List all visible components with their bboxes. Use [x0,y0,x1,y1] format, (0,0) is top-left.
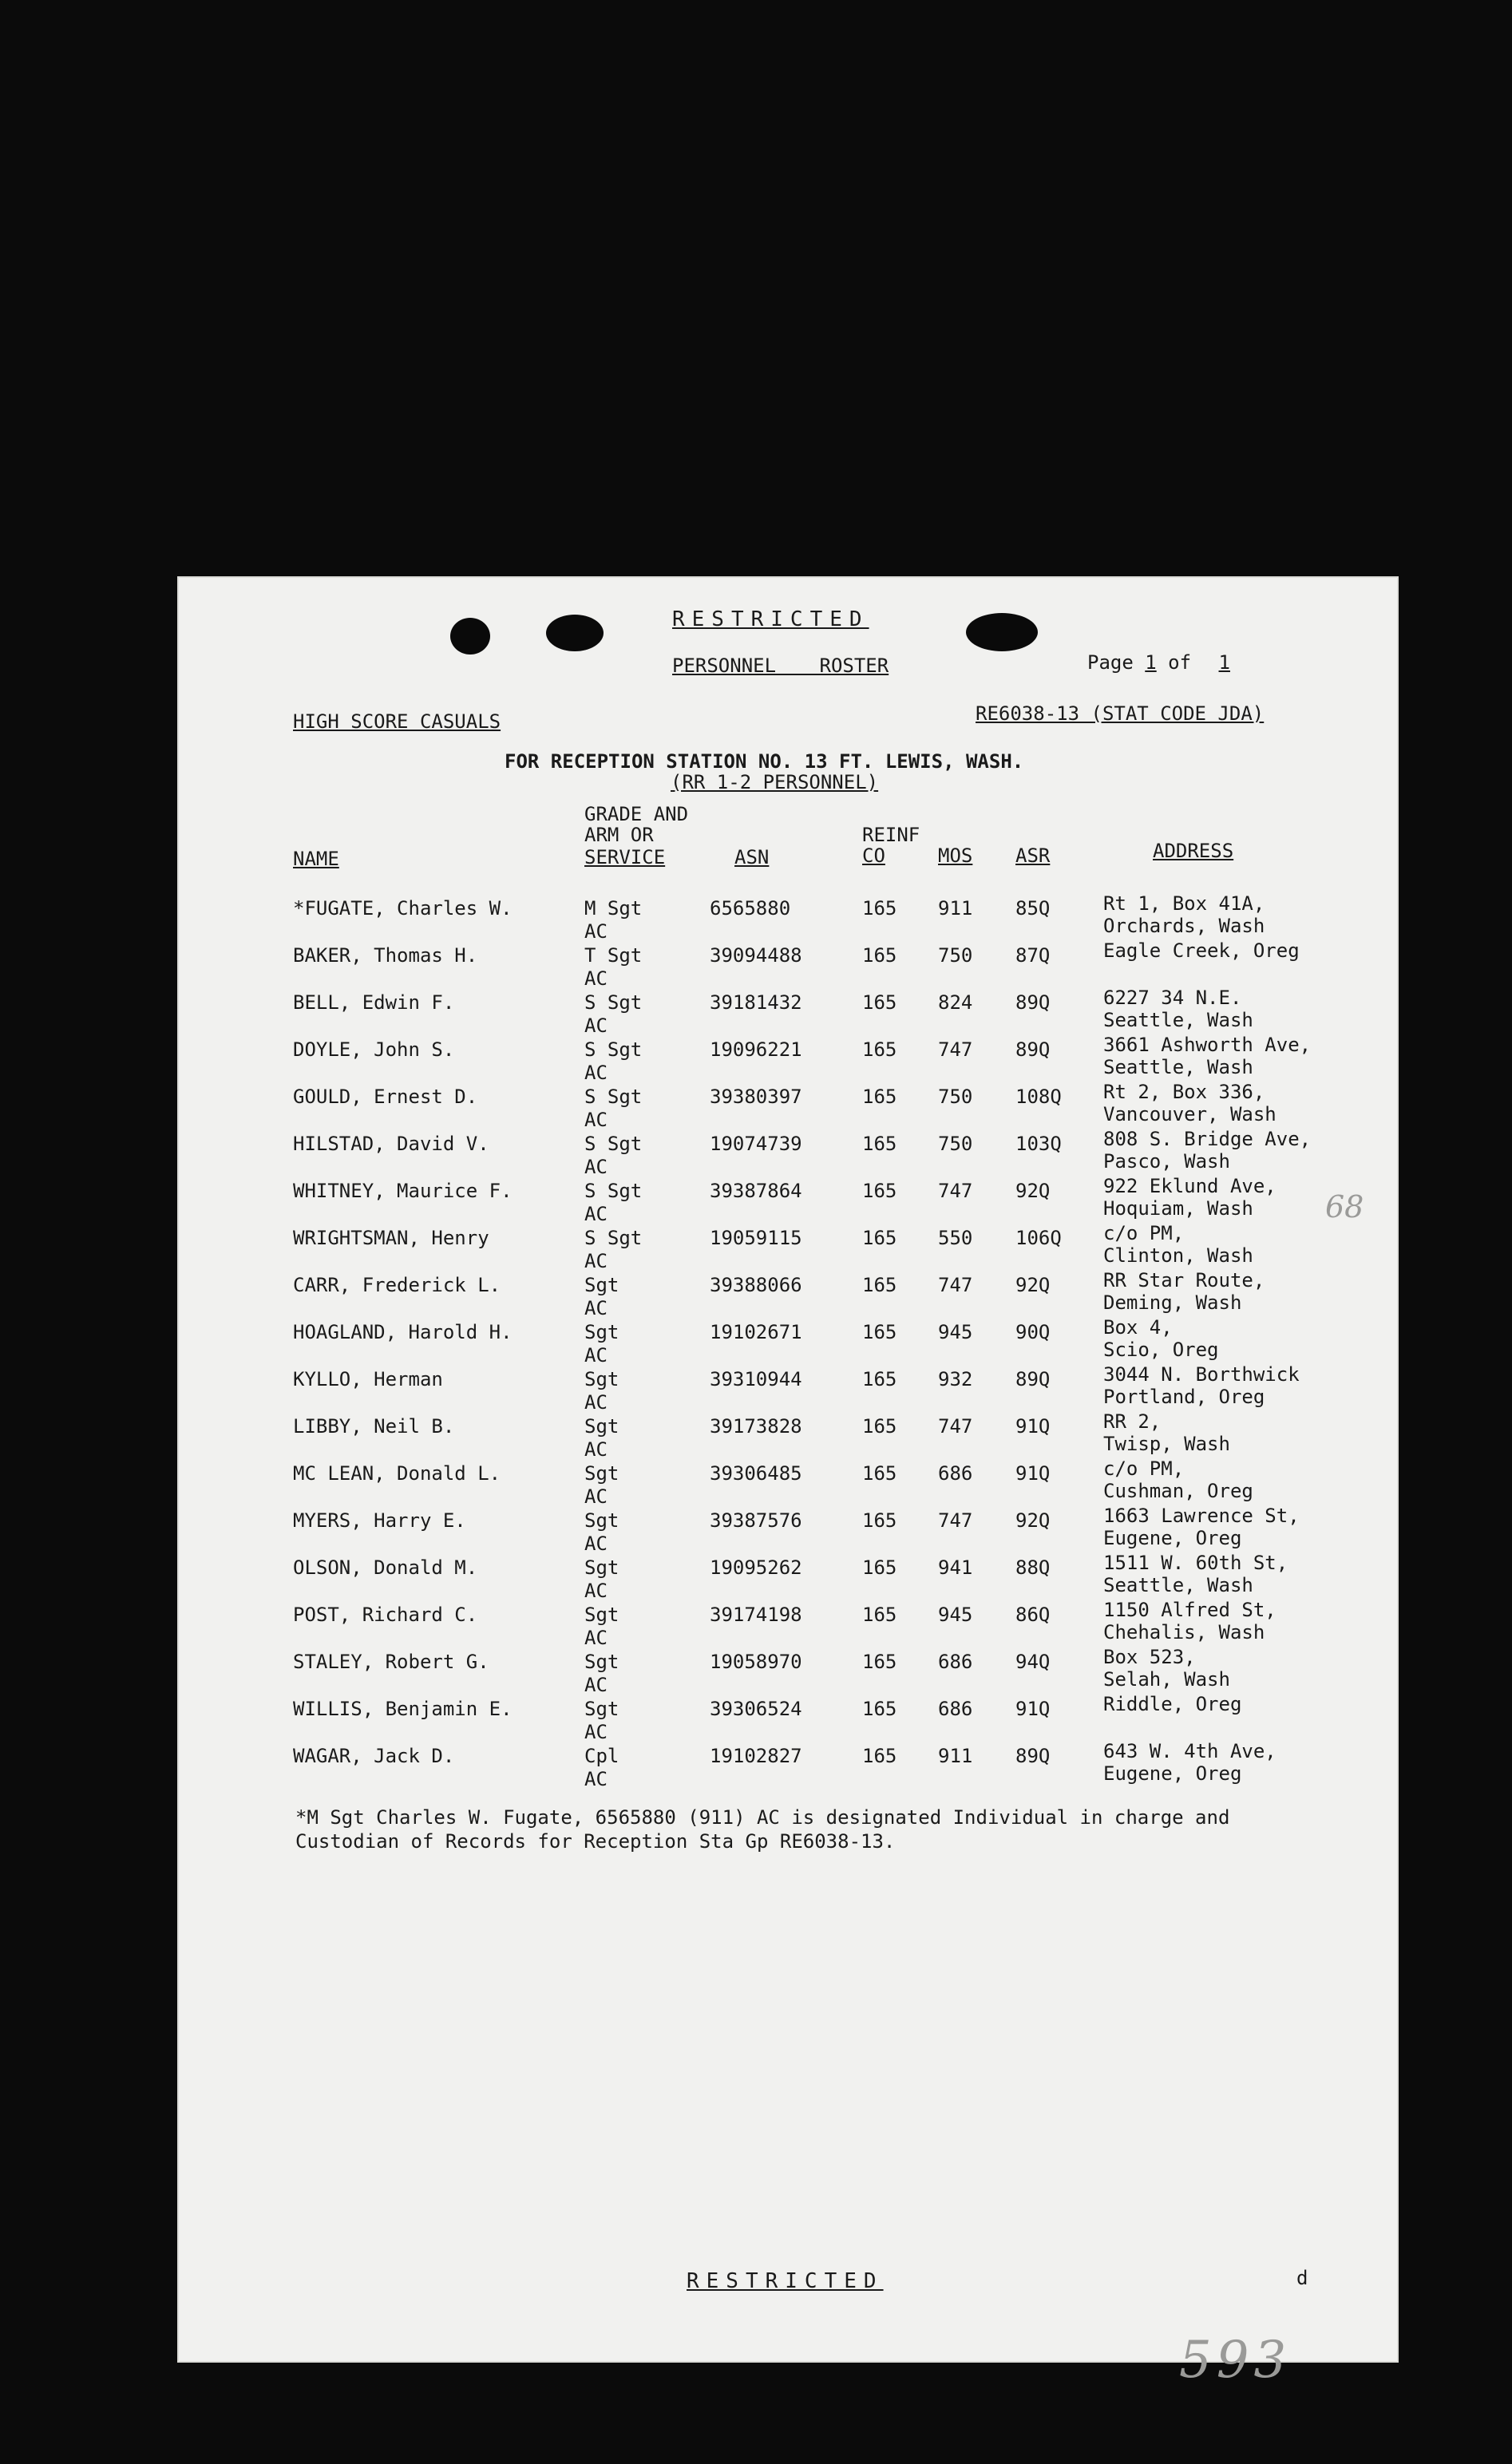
row-address-line-1: 6227 34 N.E. [1103,987,1242,1009]
row-arm-service: AC [584,1109,608,1131]
row-address-line-1: 3044 N. Borthwick [1103,1363,1300,1386]
page-number: 1 [1145,651,1157,674]
row-address-line-2: Twisp, Wash [1103,1433,1230,1455]
row-address-line-2: Scio, Oreg [1103,1339,1219,1361]
row-reinf-co: 165 [862,1556,897,1579]
table-row [177,1081,1399,1133]
row-asn: 6565880 [710,897,791,920]
row-name: DOYLE, John S. [293,1038,455,1061]
row-mos: 911 [938,1745,973,1767]
row-address-line-1: 922 Eklund Ave, [1103,1175,1276,1197]
row-arm-service: AC [584,1674,608,1696]
column-header-reinf-2: CO [862,844,885,867]
row-address-line-1: Box 523, [1103,1646,1196,1668]
row-asn: 19058970 [710,1651,802,1673]
row-asn: 39306524 [710,1698,802,1720]
row-asn: 19059115 [710,1227,802,1249]
row-address-line-1: 643 W. 4th Ave, [1103,1740,1276,1762]
row-asr: 89Q [1015,1038,1051,1061]
row-arm-service: AC [584,1156,608,1178]
row-name: LIBBY, Neil B. [293,1415,455,1438]
row-asn: 39181432 [710,991,802,1014]
order-reference: RE6038-13 (STAT CODE JDA) [976,702,1265,725]
row-address-line-2: Portland, Oreg [1103,1386,1265,1408]
row-asn: 39387864 [710,1180,802,1202]
row-address-line-2: Orchards, Wash [1103,915,1265,937]
row-address-line-2: Vancouver, Wash [1103,1103,1276,1125]
row-mos: 686 [938,1651,973,1673]
row-address-line-2: Cushman, Oreg [1103,1480,1253,1502]
row-address-line-1: RR Star Route, [1103,1269,1265,1291]
row-mos: 686 [938,1698,973,1720]
table-row [177,1175,1399,1227]
row-grade: Sgt [584,1698,619,1720]
row-grade: Cpl [584,1745,619,1767]
column-header-grade-2: ARM OR [584,824,654,846]
row-mos: 941 [938,1556,973,1579]
row-mos: 686 [938,1462,973,1485]
personnel-note: (RR 1-2 PERSONNEL) [671,771,879,793]
row-arm-service: AC [584,1627,608,1649]
row-grade: Sgt [584,1462,619,1485]
row-address-line-1: Eagle Creek, Oreg [1103,939,1300,962]
stamp-number: 593 [1179,2331,1292,2390]
row-grade: Sgt [584,1415,619,1438]
row-arm-service: AC [584,1250,608,1272]
row-asr: 88Q [1015,1556,1051,1579]
row-mos: 747 [938,1415,973,1438]
row-arm-service: AC [584,920,608,943]
row-reinf-co: 165 [862,991,897,1014]
row-name: MC LEAN, Donald L. [293,1462,501,1485]
row-asn: 39173828 [710,1415,802,1438]
table-row [177,1740,1399,1792]
row-asr: 89Q [1015,991,1051,1014]
row-mos: 945 [938,1604,973,1626]
row-name: MYERS, Harry E. [293,1509,466,1532]
row-reinf-co: 165 [862,1745,897,1767]
page-total: 1 [1218,651,1230,674]
row-asr: 85Q [1015,897,1051,920]
row-grade: Sgt [584,1509,619,1532]
row-reinf-co: 165 [862,1462,897,1485]
row-address-line-1: c/o PM, [1103,1457,1185,1480]
row-address-line-1: Rt 2, Box 336, [1103,1081,1265,1103]
row-name: POST, Richard C. [293,1604,478,1626]
table-row [177,1505,1399,1556]
row-grade: S Sgt [584,1133,643,1155]
row-asn: 19074739 [710,1133,802,1155]
page-of: of [1168,651,1192,674]
row-asn: 19095262 [710,1556,802,1579]
row-mos: 945 [938,1321,973,1343]
table-row [177,1363,1399,1415]
row-name: OLSON, Donald M. [293,1556,478,1579]
row-mos: 932 [938,1368,973,1390]
column-header-name: NAME [293,848,339,870]
row-mos: 747 [938,1180,973,1202]
row-arm-service: AC [584,1297,608,1319]
row-asr: 91Q [1015,1698,1051,1720]
punch-hole-left [450,618,490,655]
row-reinf-co: 165 [862,1604,897,1626]
row-asn: 39094488 [710,944,802,967]
row-reinf-co: 165 [862,1651,897,1673]
row-asr: 90Q [1015,1321,1051,1343]
row-grade: S Sgt [584,991,643,1014]
row-asr: 92Q [1015,1509,1051,1532]
row-asr: 92Q [1015,1274,1051,1296]
row-asn: 39388066 [710,1274,802,1296]
row-address-line-2: Seattle, Wash [1103,1009,1253,1031]
row-arm-service: AC [584,1438,608,1461]
row-arm-service: AC [584,1533,608,1555]
row-address-line-2: Pasco, Wash [1103,1150,1230,1173]
row-grade: S Sgt [584,1086,643,1108]
row-reinf-co: 165 [862,944,897,967]
row-address-line-1: Rt 1, Box 41A, [1103,892,1265,915]
row-asr: 94Q [1015,1651,1051,1673]
row-address-line-2: Seattle, Wash [1103,1056,1253,1078]
row-address-line-1: 3661 Ashworth Ave, [1103,1034,1312,1056]
row-mos: 747 [938,1038,973,1061]
table-row [177,1693,1399,1745]
column-header-reinf-1: REINF [862,824,920,846]
row-reinf-co: 165 [862,1509,897,1532]
row-grade: S Sgt [584,1038,643,1061]
row-name: WRIGHTSMAN, Henry [293,1227,489,1249]
row-grade: M Sgt [584,897,643,920]
row-address-line-1: RR 2, [1103,1410,1162,1433]
row-arm-service: AC [584,1344,608,1366]
row-grade: Sgt [584,1368,619,1390]
table-row [177,1599,1399,1651]
row-arm-service: AC [584,1062,608,1084]
row-arm-service: AC [584,1721,608,1743]
roster-page [177,576,1399,2390]
corner-mark: d [1296,2267,1308,2289]
document-title: PERSONNEL ROSTER [672,655,889,677]
row-name: HOAGLAND, Harold H. [293,1321,513,1343]
group-title: HIGH SCORE CASUALS [293,710,501,733]
column-header-mos: MOS [938,844,973,867]
row-mos: 911 [938,897,973,920]
row-grade: Sgt [584,1274,619,1296]
row-asn: 39174198 [710,1604,802,1626]
row-asn: 39306485 [710,1462,802,1485]
row-asr: 103Q [1015,1133,1062,1155]
footnote-line-2: Custodian of Records for Reception Sta Gp RE6038-13. [295,1830,896,1853]
page-label: Page [1087,651,1134,674]
side-number: 68 [1325,1189,1364,1224]
table-row [177,939,1399,991]
row-mos: 750 [938,1133,973,1155]
footnote-line-1: *M Sgt Charles W. Fugate, 6565880 (911) AC is designated Individual in charge and [295,1806,1230,1829]
row-name: *FUGATE, Charles W. [293,897,513,920]
row-address-line-1: 1663 Lawrence St, [1103,1505,1300,1527]
page-indicator [1087,651,1246,674]
column-header-asr: ASR [1015,844,1051,867]
row-asr: 87Q [1015,944,1051,967]
row-arm-service: AC [584,1485,608,1508]
row-address-line-2: Clinton, Wash [1103,1244,1253,1267]
row-arm-service: AC [584,1768,608,1790]
row-grade: S Sgt [584,1227,643,1249]
row-reinf-co: 165 [862,1415,897,1438]
row-name: BELL, Edwin F. [293,991,455,1014]
row-asn: 39387576 [710,1509,802,1532]
row-arm-service: AC [584,1391,608,1414]
table-row [177,1269,1399,1321]
row-address-line-2: Seattle, Wash [1103,1574,1253,1596]
table-row [177,1457,1399,1509]
row-grade: Sgt [584,1321,619,1343]
row-grade: T Sgt [584,944,643,967]
classification-bottom: RESTRICTED [687,2269,884,2293]
table-row [177,1034,1399,1086]
row-name: WHITNEY, Maurice F. [293,1180,513,1202]
row-reinf-co: 165 [862,1180,897,1202]
row-arm-service: AC [584,1014,608,1037]
row-mos: 750 [938,944,973,967]
column-header-grade-3: SERVICE [584,846,666,868]
table-row [177,892,1399,944]
row-asr: 91Q [1015,1462,1051,1485]
row-address-line-2: Eugene, Oreg [1103,1527,1242,1549]
row-address-line-1: c/o PM, [1103,1222,1185,1244]
row-address-line-1: Riddle, Oreg [1103,1693,1242,1715]
row-reinf-co: 165 [862,1274,897,1296]
row-asn: 39380397 [710,1086,802,1108]
table-row [177,1410,1399,1462]
table-row [177,1222,1399,1274]
column-header-grade-1: GRADE AND [584,803,689,825]
row-address-line-2: Hoquiam, Wash [1103,1197,1253,1220]
table-row [177,1552,1399,1604]
table-row [177,1316,1399,1368]
row-asn: 19102671 [710,1321,802,1343]
table-row [177,1128,1399,1180]
row-asr: 106Q [1015,1227,1062,1249]
row-address-line-1: 808 S. Bridge Ave, [1103,1128,1312,1150]
row-grade: Sgt [584,1604,619,1626]
row-name: GOULD, Ernest D. [293,1086,478,1108]
table-row [177,987,1399,1038]
row-name: CARR, Frederick L. [293,1274,501,1296]
row-reinf-co: 165 [862,1227,897,1249]
row-arm-service: AC [584,967,608,990]
row-name: WILLIS, Benjamin E. [293,1698,513,1720]
row-address-line-1: 1511 W. 60th St, [1103,1552,1288,1574]
row-address-line-2: Selah, Wash [1103,1668,1230,1691]
row-mos: 747 [938,1274,973,1296]
row-asr: 108Q [1015,1086,1062,1108]
row-mos: 750 [938,1086,973,1108]
row-address-line-2: Deming, Wash [1103,1291,1242,1314]
row-reinf-co: 165 [862,1368,897,1390]
row-address-line-2: Eugene, Oreg [1103,1762,1242,1785]
column-header-asn: ASN [734,846,770,868]
row-asn: 39310944 [710,1368,802,1390]
row-mos: 550 [938,1227,973,1249]
row-grade: S Sgt [584,1180,643,1202]
row-name: HILSTAD, David V. [293,1133,489,1155]
row-asr: 89Q [1015,1745,1051,1767]
row-reinf-co: 165 [862,1086,897,1108]
row-asr: 92Q [1015,1180,1051,1202]
classification-top: RESTRICTED [672,607,869,631]
destination-line: FOR RECEPTION STATION NO. 13 FT. LEWIS, WASH. [505,750,1024,773]
column-header-address: ADDRESS [1153,840,1234,862]
row-arm-service: AC [584,1203,608,1225]
row-grade: Sgt [584,1556,619,1579]
row-asn: 19102827 [710,1745,802,1767]
row-reinf-co: 165 [862,1038,897,1061]
row-asr: 86Q [1015,1604,1051,1626]
row-address-line-1: 1150 Alfred St, [1103,1599,1276,1621]
row-arm-service: AC [584,1580,608,1602]
row-mos: 747 [938,1509,973,1532]
row-reinf-co: 165 [862,1321,897,1343]
row-address-line-1: Box 4, [1103,1316,1173,1339]
table-row [177,1646,1399,1698]
row-asr: 89Q [1015,1368,1051,1390]
row-name: BAKER, Thomas H. [293,944,478,967]
punch-hole-right [966,613,1038,651]
row-name: KYLLO, Herman [293,1368,443,1390]
row-asn: 19096221 [710,1038,802,1061]
row-name: WAGAR, Jack D. [293,1745,455,1767]
row-address-line-2: Chehalis, Wash [1103,1621,1265,1643]
row-reinf-co: 165 [862,1133,897,1155]
row-name: STALEY, Robert G. [293,1651,489,1673]
row-reinf-co: 165 [862,897,897,920]
row-grade: Sgt [584,1651,619,1673]
row-mos: 824 [938,991,973,1014]
punch-hole-center [546,615,604,651]
row-asr: 91Q [1015,1415,1051,1438]
row-reinf-co: 165 [862,1698,897,1720]
